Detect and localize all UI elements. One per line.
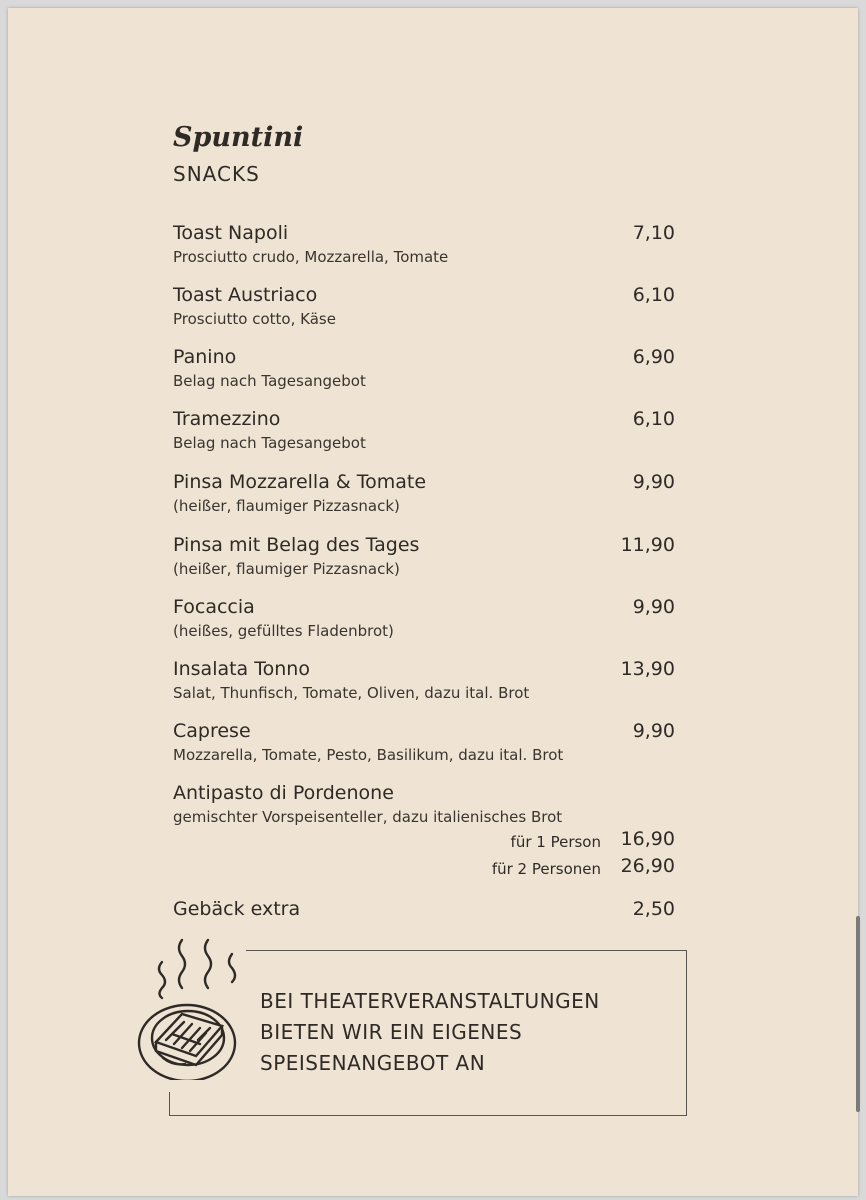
item-name: Panino [173, 346, 237, 368]
item-name: Toast Napoli [173, 222, 289, 244]
menu-item [173, 658, 675, 702]
item-price: 9,90 [632, 596, 675, 618]
note-frame-top [246, 950, 687, 951]
portion-label: für 1 Person [510, 833, 601, 851]
item-name: Antipasto di Pordenone [173, 782, 394, 804]
portion-label: für 2 Personen [491, 860, 601, 878]
item-name: Insalata Tonno [173, 658, 310, 680]
item-price: 9,90 [632, 720, 675, 742]
item-price: 2,50 [632, 898, 675, 920]
item-price: 13,90 [620, 658, 675, 680]
menu-item-extra [173, 898, 675, 924]
item-name: Focaccia [173, 596, 255, 618]
menu-item [173, 596, 675, 640]
portion-price: 16,90 [620, 828, 675, 850]
item-price: 7,10 [632, 222, 675, 244]
note-frame-left [169, 1092, 170, 1116]
menu-item [173, 408, 675, 452]
item-description: (heißer, flaumiger Pizzasnack) [173, 497, 400, 515]
item-description: (heißes, gefülltes Fladenbrot) [173, 622, 394, 640]
item-name: Pinsa mit Belag des Tages [173, 534, 420, 556]
item-description: Prosciutto cotto, Käse [173, 310, 336, 328]
item-description: Belag nach Tagesangebot [173, 372, 366, 390]
menu-item-antipasto [173, 782, 675, 882]
item-price: 9,90 [632, 471, 675, 493]
item-description: Belag nach Tagesangebot [173, 434, 366, 452]
theater-note [260, 986, 690, 1079]
item-name: Gebäck extra [173, 898, 301, 920]
item-price: 6,90 [632, 346, 675, 368]
item-price: 11,90 [620, 534, 675, 556]
item-description: gemischter Vorspeisenteller, dazu italienisches Brot [173, 808, 563, 826]
item-description: (heißer, flaumiger Pizzasnack) [173, 560, 400, 578]
menu-item [173, 284, 675, 328]
note-line: SPEISENANGEBOT AN [260, 1051, 486, 1075]
menu-item [173, 471, 675, 515]
menu-item [173, 346, 675, 390]
section-title: Spuntini [173, 122, 304, 153]
section-subtitle: SNACKS [173, 162, 260, 186]
note-line: BEI THEATERVERANSTALTUNGEN [260, 989, 600, 1013]
item-description: Mozzarella, Tomate, Pesto, Basilikum, dazu ital. Brot [173, 746, 564, 764]
item-description: Salat, Thunfisch, Tomate, Oliven, dazu ital. Brot [173, 684, 530, 702]
item-description: Prosciutto crudo, Mozzarella, Tomate [173, 248, 449, 266]
scrollbar[interactable] [856, 916, 860, 1112]
menu-item [173, 720, 675, 764]
item-price: 6,10 [632, 408, 675, 430]
note-line: BIETEN WIR EIN EIGENES [260, 1020, 523, 1044]
item-name: Pinsa Mozzarella & Tomate [173, 471, 427, 493]
item-name: Caprese [173, 720, 251, 742]
item-price: 6,10 [632, 284, 675, 306]
item-name: Toast Austriaco [173, 284, 318, 306]
toast-plate-icon [128, 930, 246, 1080]
portion-price: 26,90 [620, 855, 675, 877]
menu-item [173, 534, 675, 578]
menu-item [173, 222, 675, 266]
item-name: Tramezzino [173, 408, 281, 430]
